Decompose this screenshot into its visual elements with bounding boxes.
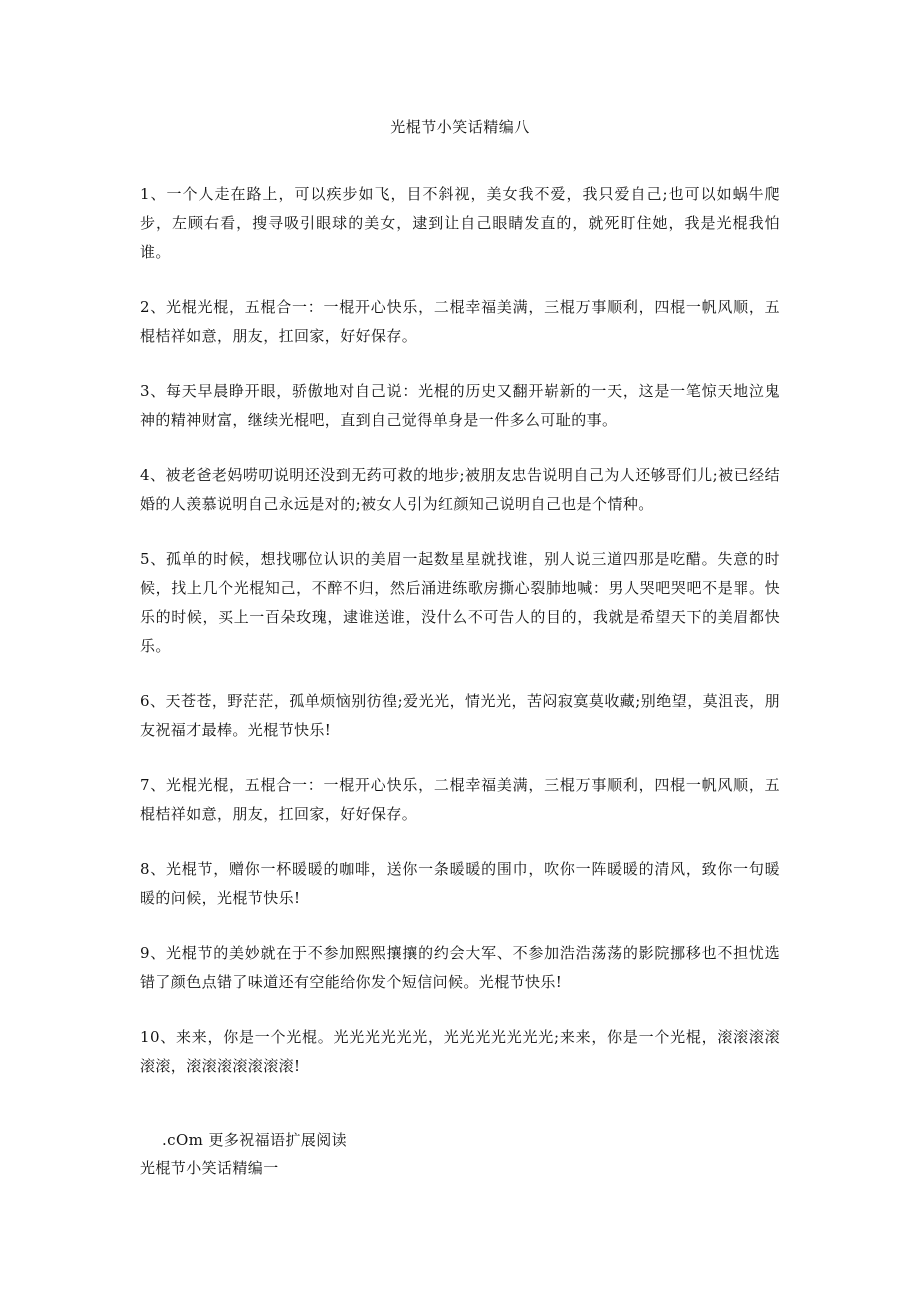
document-footer <box>140 1126 780 1182</box>
joke-paragraph-3: 3、每天早晨睁开眼，骄傲地对自己说：光棍的历史又翻开崭新的一天，这是一笔惊天地泣鬼神的精神财富，继续光棍吧，直到自己觉得单身是一件多么可耻的事。 <box>140 382 780 429</box>
document-body <box>140 180 780 1107</box>
joke-paragraph-4: 4、被老爸老妈唠叨说明还没到无药可救的地步;被朋友忠告说明自己为人还够哥们儿;被已经结婚的人羡慕说明自己永远是对的;被女人引为红颜知己说明自己也是个情种。 <box>140 466 780 513</box>
joke-paragraph-5: 5、孤单的时候，想找哪位认识的美眉一起数星星就找谁，别人说三道四那是吃醋。失意的时候，找上几个光棍知己，不醉不归，然后涌进练歌房撕心裂肺地喊：男人哭吧哭吧不是罪。快乐的时候，买上一百朵玫瑰，逮谁送谁，没什么不可告人的目的，我就是希望天下的美眉都快乐。 <box>140 550 780 655</box>
related-article-title[interactable]: 光棍节小笑话精编一 <box>140 1159 279 1177</box>
joke-paragraph-7: 7、光棍光棍，五棍合一：一棍开心快乐，二棍幸福美满，三棍万事顺利，四棍一帆风顺，五棍桔祥如意，朋友，扛回家，好好保存。 <box>140 776 780 823</box>
joke-paragraph-6: 6、天苍苍，野茫茫，孤单烦恼别彷徨;爱光光，情光光，苦闷寂寞莫收藏;别绝望，莫沮丧，朋友祝福才最棒。光棍节快乐! <box>140 692 780 739</box>
joke-paragraph-1: 1、一个人走在路上，可以疾步如飞，目不斜视，美女我不爱，我只爱自己;也可以如蜗牛爬步，左顾右看，搜寻吸引眼球的美女，逮到让自己眼睛发直的，就死盯住她，我是光棍我怕谁。 <box>140 185 780 261</box>
document-title: 光棍节小笑话精编八 <box>390 118 530 136</box>
joke-paragraph-9: 9、光棍节的美妙就在于不参加熙熙攘攘的约会大军、不参加浩浩荡荡的影院挪移也不担忧选错了颜色点错了味道还有空能给你发个短信问候。光棍节快乐! <box>140 944 780 991</box>
joke-paragraph-10: 10、来来，你是一个光棍。光光光光光光，光光光光光光光;来来，你是一个光棍，滚滚滚滚滚滚，滚滚滚滚滚滚滚! <box>140 1028 780 1075</box>
joke-paragraph-8: 8、光棍节，赠你一杯暖暖的咖啡，送你一条暖暖的围巾，吹你一阵暖暖的清风，致你一句暖暖的问候，光棍节快乐! <box>140 860 780 907</box>
more-reading-link[interactable]: .cOm 更多祝福语扩展阅读 <box>162 1131 348 1149</box>
joke-paragraph-2: 2、光棍光棍，五棍合一：一棍开心快乐，二棍幸福美满，三棍万事顺利，四棍一帆风顺，五棍桔祥如意，朋友，扛回家，好好保存。 <box>140 298 780 345</box>
